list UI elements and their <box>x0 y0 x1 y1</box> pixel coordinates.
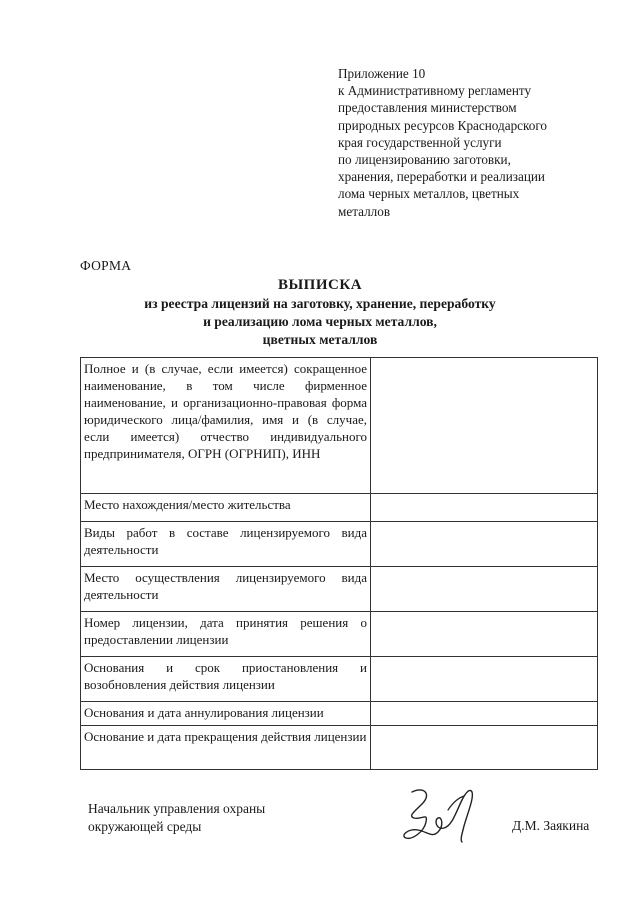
row-label: Основания и срок приостановления и возобновления действия лицензии <box>81 657 371 702</box>
appendix-line: предоставления министерством <box>338 100 517 116</box>
table-row <box>81 702 598 726</box>
signatory-name: Д.М. Заякина <box>512 818 590 833</box>
document-title <box>0 275 640 349</box>
row-value <box>371 702 598 726</box>
appendix-line: хранения, переработки и реализации <box>338 169 545 185</box>
appendix-line: лома черных металлов, цветных <box>338 186 520 202</box>
appendix-line: края государственной услуги <box>338 134 502 150</box>
title-main: ВЫПИСКА <box>277 277 363 293</box>
row-label: Основание и дата прекращения действия лицензии <box>81 726 371 770</box>
title-subline: цветных металлов <box>262 332 378 347</box>
row-label: Виды работ в составе лицензируемого вида деятельности <box>81 522 371 567</box>
appendix-line: природных ресурсов Краснодарского <box>338 117 548 133</box>
table-row <box>81 726 598 770</box>
row-value <box>371 657 598 702</box>
row-label: Место осуществления лицензируемого вида деятельности <box>81 567 371 612</box>
row-value <box>371 494 598 522</box>
form-label: ФОРМА <box>80 258 132 273</box>
row-label: Номер лицензии, дата принятия решения о предоставлении лицензии <box>81 612 371 657</box>
table-row <box>81 522 598 567</box>
signatory-position <box>88 800 265 836</box>
appendix-line: металлов <box>338 203 391 219</box>
table-row <box>81 612 598 657</box>
appendix-line: Приложение 10 <box>338 66 426 81</box>
row-value <box>371 567 598 612</box>
appendix-line: к Административному регламенту <box>338 83 532 99</box>
row-value <box>371 358 598 494</box>
row-label: Место нахождения/место жительства <box>81 494 371 522</box>
signatory-position-line: Начальник управления охраны <box>88 801 266 816</box>
appendix-line: по лицензированию заготовки, <box>338 152 511 168</box>
row-value <box>371 522 598 567</box>
table-row <box>81 657 598 702</box>
table-row <box>81 567 598 612</box>
title-subline: и реализацию лома черных металлов, <box>203 314 437 329</box>
register-table <box>80 357 598 770</box>
table-row <box>81 358 598 494</box>
title-subline: из реестра лицензий на заготовку, хранение, переработку <box>144 296 496 311</box>
row-label: Полное и (в случае, если имеется) сокращенное наименование, в том числе фирменное наименование, и организационно-правовая форма юридического лица/фамилия, имя и (в случае, если имеется) отчество индивидуального предпринимателя, ОГРН (ОГРНИП), ИНН <box>81 358 371 494</box>
handwritten-signature-icon <box>398 782 488 848</box>
appendix-note <box>338 65 608 220</box>
signatory-position-line: окружающей среды <box>88 819 202 834</box>
table-row <box>81 494 598 522</box>
row-label: Основания и дата аннулирования лицензии <box>81 702 371 726</box>
row-value <box>371 726 598 770</box>
row-value <box>371 612 598 657</box>
